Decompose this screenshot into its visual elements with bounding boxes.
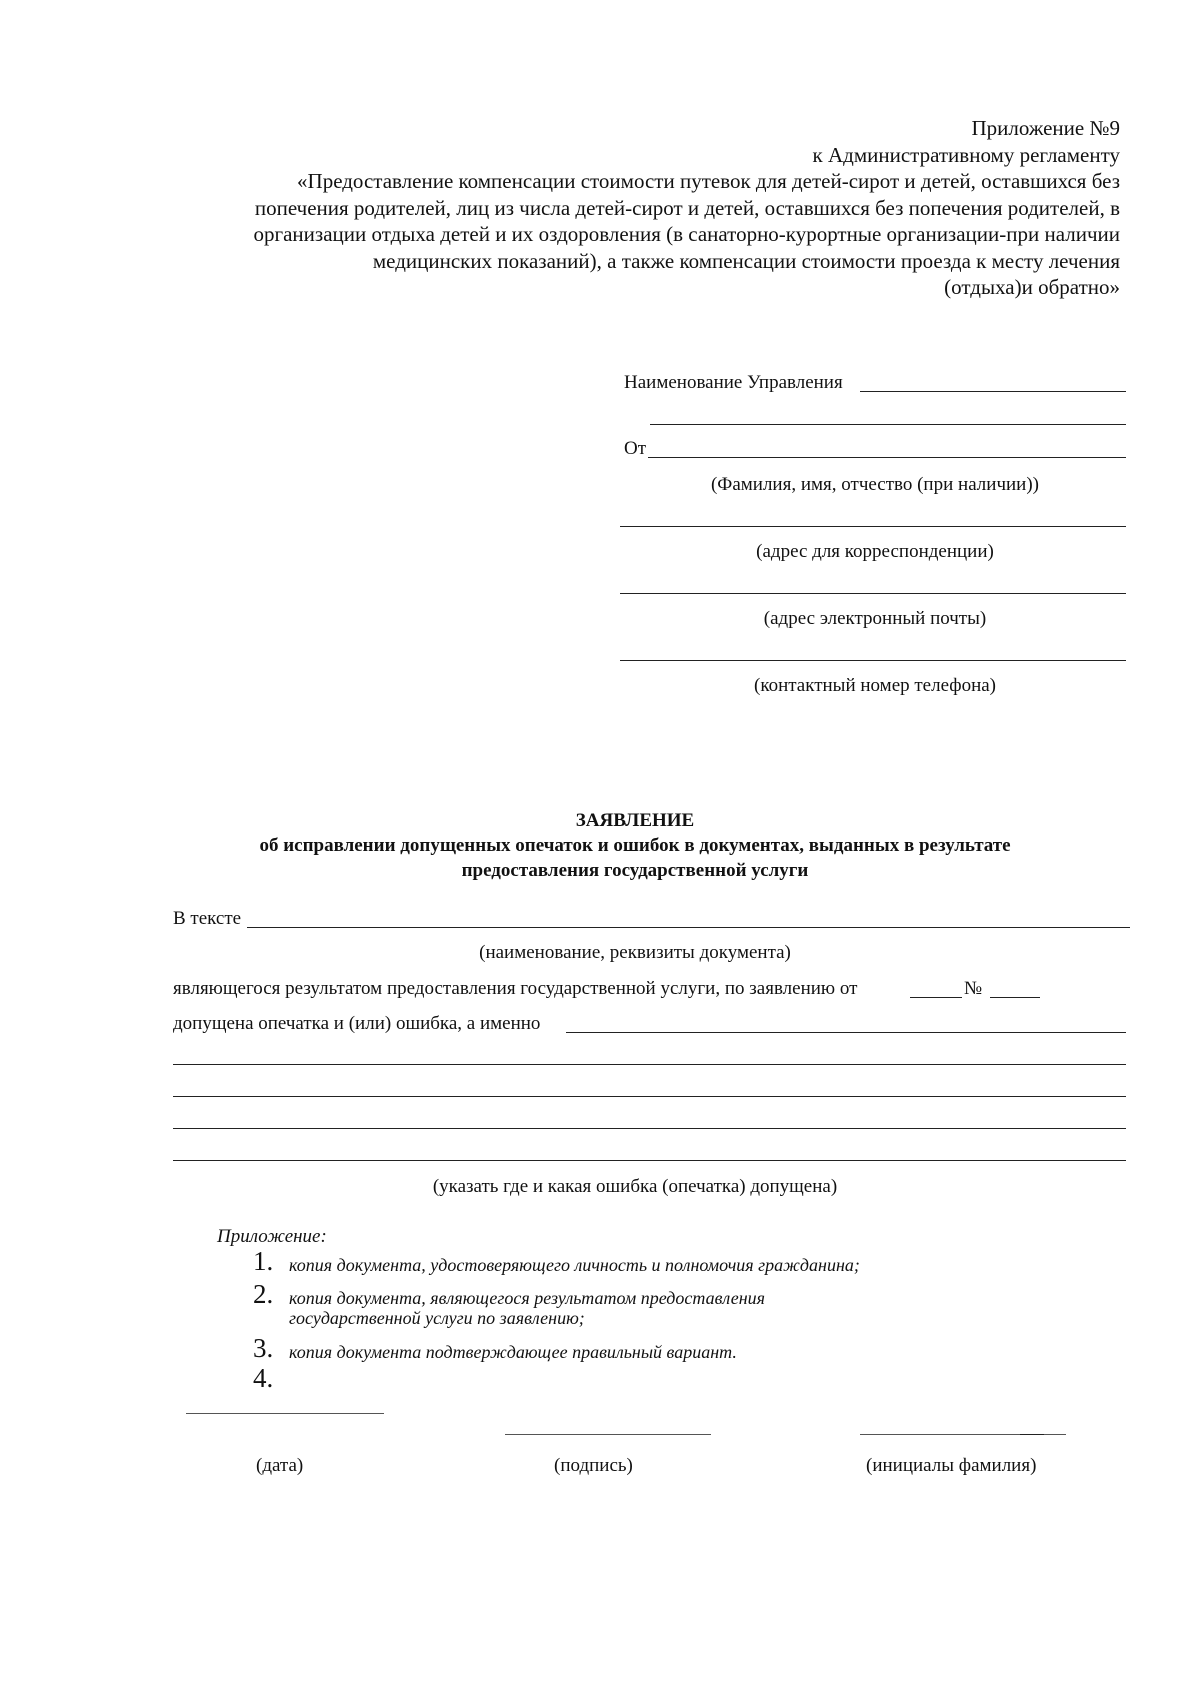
attachment-text: копия документа подтверждающее правильный вариант. [289,1342,737,1362]
address-caption: (адрес для корреспонденции) [756,541,994,562]
application-number-field[interactable] [990,997,1040,998]
attachment-text-line: копия документа, являющегося результатом предоставления [289,1288,766,1308]
from-label: От [624,438,647,459]
document-subtitle-line2: предоставления государственной услуги [461,860,809,881]
agency-field[interactable] [860,391,1126,392]
header-line: попечения родителей, лиц из числа детей-сирот и детей, оставшихся без попечения родителей, в [254,195,1120,220]
email-field[interactable] [620,593,1126,594]
attachment-text-line: государственной услуги по заявлению; [289,1308,585,1328]
header-line: «Предоставление компенсации стоимости путевок для детей-сирот и детей, оставшихся без [297,169,1120,193]
initials-caption: (инициалы фамилия) [866,1455,1037,1476]
error-description-line[interactable] [173,1064,1126,1065]
header-line: (отдыха)и обратно» [944,275,1120,299]
error-description-line[interactable] [173,1096,1126,1097]
agency-label: Наименование Управления [624,372,843,393]
date-caption: (дата) [256,1455,304,1476]
attachment-text: копия документа, удостоверяющего личность и полномочия гражданина; [289,1255,860,1275]
header-line: Приложение №9 [971,116,1120,140]
document-caption: (наименование, реквизиты документа) [479,942,791,963]
signature-caption: (подпись) [554,1455,633,1476]
error-description-line[interactable] [173,1160,1126,1161]
attachment-number: 1. [253,1246,274,1276]
attachment-number: 3. [253,1333,274,1363]
address-field[interactable] [620,526,1126,527]
error-description-field[interactable] [566,1032,1126,1033]
attachments-label: Приложение: [217,1226,327,1247]
in-text-label: В тексте [173,908,242,929]
header-line: к Административному регламенту [812,142,1120,167]
result-line-text: являющегося результатом предоставления государственной услуги, по заявлению от [173,978,858,999]
phone-field[interactable] [620,660,1126,661]
initials-field-mark [1020,1434,1044,1435]
date-field[interactable] [186,1413,384,1414]
error-description-line[interactable] [173,1128,1126,1129]
header-line: организации отдыха детей и их оздоровления (в санаторно-курортные организации-при наличии [253,222,1120,246]
error-label: допущена опечатка и (или) ошибка, а именно [173,1013,541,1034]
header-line: медицинских показаний), а также компенсации стоимости проезда к месту лечения [372,248,1120,273]
agency-field-line2[interactable] [650,424,1126,425]
attachment-number: 2. [253,1279,274,1309]
error-caption: (указать где и какая ошибка (опечатка) допущена) [432,1176,838,1197]
document-title: ЗАЯВЛЕНИЕ [575,810,695,831]
attachment-text [289,1288,765,1328]
email-caption: (адрес электронный почты) [763,608,987,629]
application-date-field[interactable] [910,997,962,998]
document-subtitle: об исправлении допущенных опечаток и ошибок в документах, выданных в результате [259,835,1011,856]
phone-caption: (контактный номер телефона) [754,675,996,696]
signature-field[interactable] [505,1434,711,1435]
attachment-number: 4. [253,1363,274,1393]
from-field[interactable] [648,457,1126,458]
fio-caption: (Фамилия, имя, отчество (при наличии)) [710,474,1039,495]
number-sign: № [964,978,983,999]
appendix-header [150,115,1120,301]
document-name-field[interactable] [247,927,1130,928]
